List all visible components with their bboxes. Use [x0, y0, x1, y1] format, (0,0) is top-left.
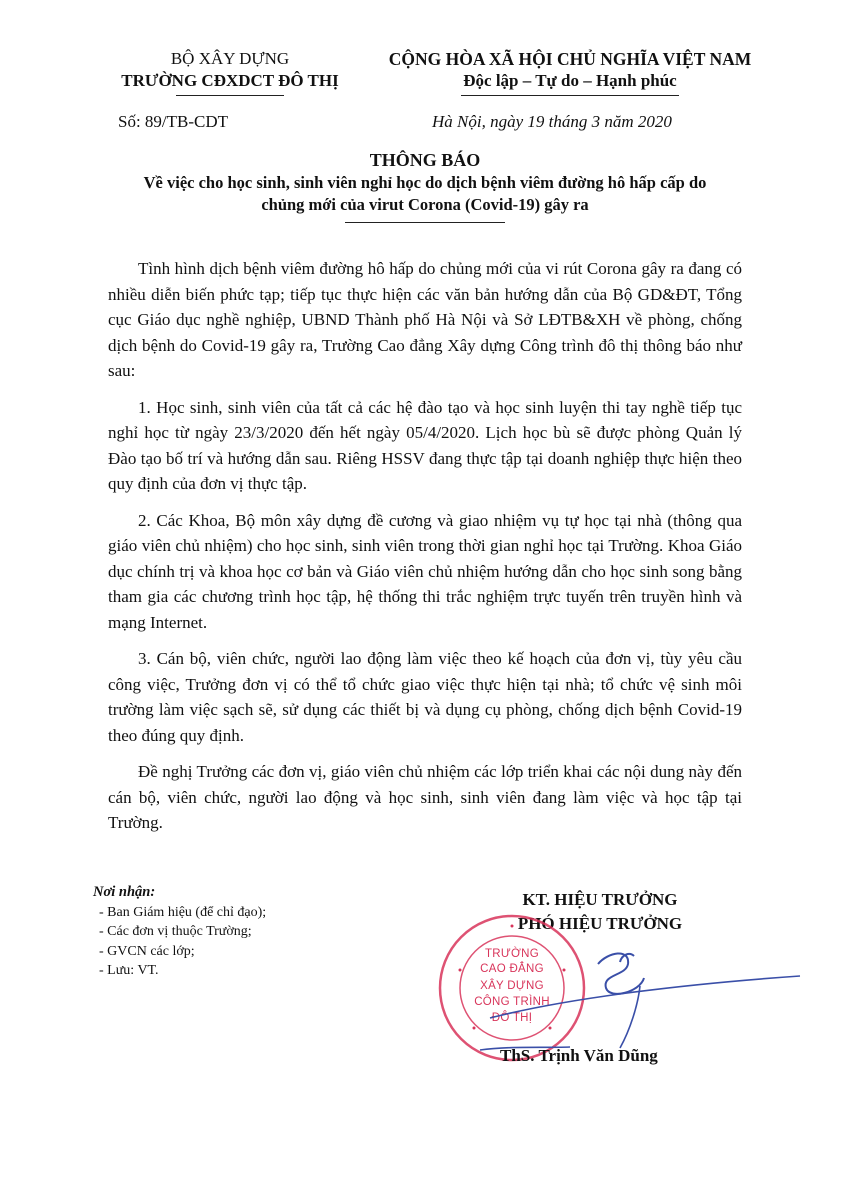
seal-text-line2: CAO ĐẲNG [480, 963, 544, 975]
title-underline [345, 222, 505, 223]
school-name: TRƯỜNG CĐXDCT ĐÔ THỊ [121, 71, 339, 90]
seal-text-line5: ĐÔ THỊ [491, 1012, 533, 1024]
signer-title: PHÓ HIỆU TRƯỞNG [517, 914, 683, 933]
intro-paragraph: Tình hình dịch bệnh viêm đường hô hấp do chủng mới của vi rút Corona gây ra đang có nhiều diễn biến phức tạp; tiếp tục thực hiện các văn bản hướng dẫn của Bộ GD&ĐT, Tổng cục Giáo dục nghề nghiệp, UBND Thành phố Hà Nội và Sở LĐTB&XH về phòng, chống dịch bệnh do Covid-19 gây ra, Trường Cao đẳng Xây dựng Công trình đô thị thông báo như sau: [108, 259, 742, 380]
recipients-block [93, 883, 393, 981]
seal-text-line1: TRƯỜNG [484, 948, 540, 960]
document-title: THÔNG BÁO [369, 150, 481, 170]
nation-title: CỘNG HÒA XÃ HỘI CHỦ NGHĨA VIỆT NAM [388, 49, 752, 69]
seal-text-line3: XÂY DỰNG [480, 980, 544, 992]
issuer-underline [176, 95, 284, 96]
national-header [365, 48, 775, 96]
item-2-paragraph: 2. Các Khoa, Bộ môn xây dựng đề cương và giao nhiệm vụ tự học tại nhà (thông qua giáo viên chủ nhiệm) cho học sinh, sinh viên trong thời gian nghỉ học tại Trường. Khoa Giáo dục chính trị và khoa học cơ bản và Giáo viên chủ nhiệm hướng dẫn cho học sinh song bằng tham gia các chương trình học tập, hệ thống thi trắc nghiệm trực tuyến trên truyền hình và mạng Internet. [108, 510, 742, 632]
document-subtitle-line1: Về việc cho học sinh, sinh viên nghỉ học do dịch bệnh viêm đường hô hấp cấp do [143, 173, 707, 192]
item-1-paragraph: 1. Học sinh, sinh viên của tất cả các hệ đào tạo và học sinh luyện thi tay nghề tiếp tục nghỉ học từ ngày 23/3/2020 đến hết ngày 05/4/2020. Lịch học bù sẽ được phòng Quản lý Đào tạo bố trí và hướng dẫn sau. Riêng HSSV đang thực tập tại doanh nghiệp thực hiện theo quy định của đơn vị thực tập. [108, 397, 742, 493]
recipient-item: - Các đơn vị thuộc Trường; [99, 924, 252, 939]
motto-underline [461, 95, 679, 96]
signer-name: ThS. Trịnh Văn Dũng [500, 1046, 658, 1065]
closing-paragraph: Đề nghị Trưởng các đơn vị, giáo viên chủ nhiệm các lớp triển khai các nội dung này đến cán bộ, viên chức, người lao động và học sinh, sinh viên đang làm việc và học tập tại Trường. [108, 762, 742, 832]
ministry-name: BỘ XÂY DỰNG [170, 49, 290, 68]
signer-authority: KT. HIỆU TRƯỞNG [522, 890, 678, 909]
recipient-item: - Ban Giám hiệu (để chỉ đạo); [99, 904, 267, 920]
recipient-item: - GVCN các lớp; [99, 943, 195, 959]
recipient-item: - Lưu: VT. [99, 963, 159, 978]
title-block [90, 148, 760, 223]
seal-text-line4: CÔNG TRÌNH [474, 996, 550, 1008]
item-3-paragraph: 3. Cán bộ, viên chức, người lao động làm việc theo kế hoạch của đơn vị, tùy yêu cầu công việc, Trưởng đơn vị có thể tổ chức giao việc thực hiện tại nhà; tổ chức vệ sinh môi trường làm việc sạch sẽ, sử dụng các thiết bị và dụng cụ phòng, chống dịch bệnh Covid-19 theo đúng quy định. [108, 649, 742, 745]
handwritten-signature-icon [470, 930, 810, 1060]
document-number: Số: 89/TB-CDT [118, 112, 229, 131]
document-body [108, 256, 742, 847]
recipients-title: Nơi nhận: [93, 884, 156, 900]
document-subtitle-line2: chủng mới của virut Corona (Covid-19) gây ra [261, 195, 589, 214]
national-motto: Độc lập – Tự do – Hạnh phúc [463, 71, 677, 90]
issuer-header [100, 48, 360, 96]
date-line: Hà Nội, ngày 19 tháng 3 năm 2020 [432, 112, 672, 131]
